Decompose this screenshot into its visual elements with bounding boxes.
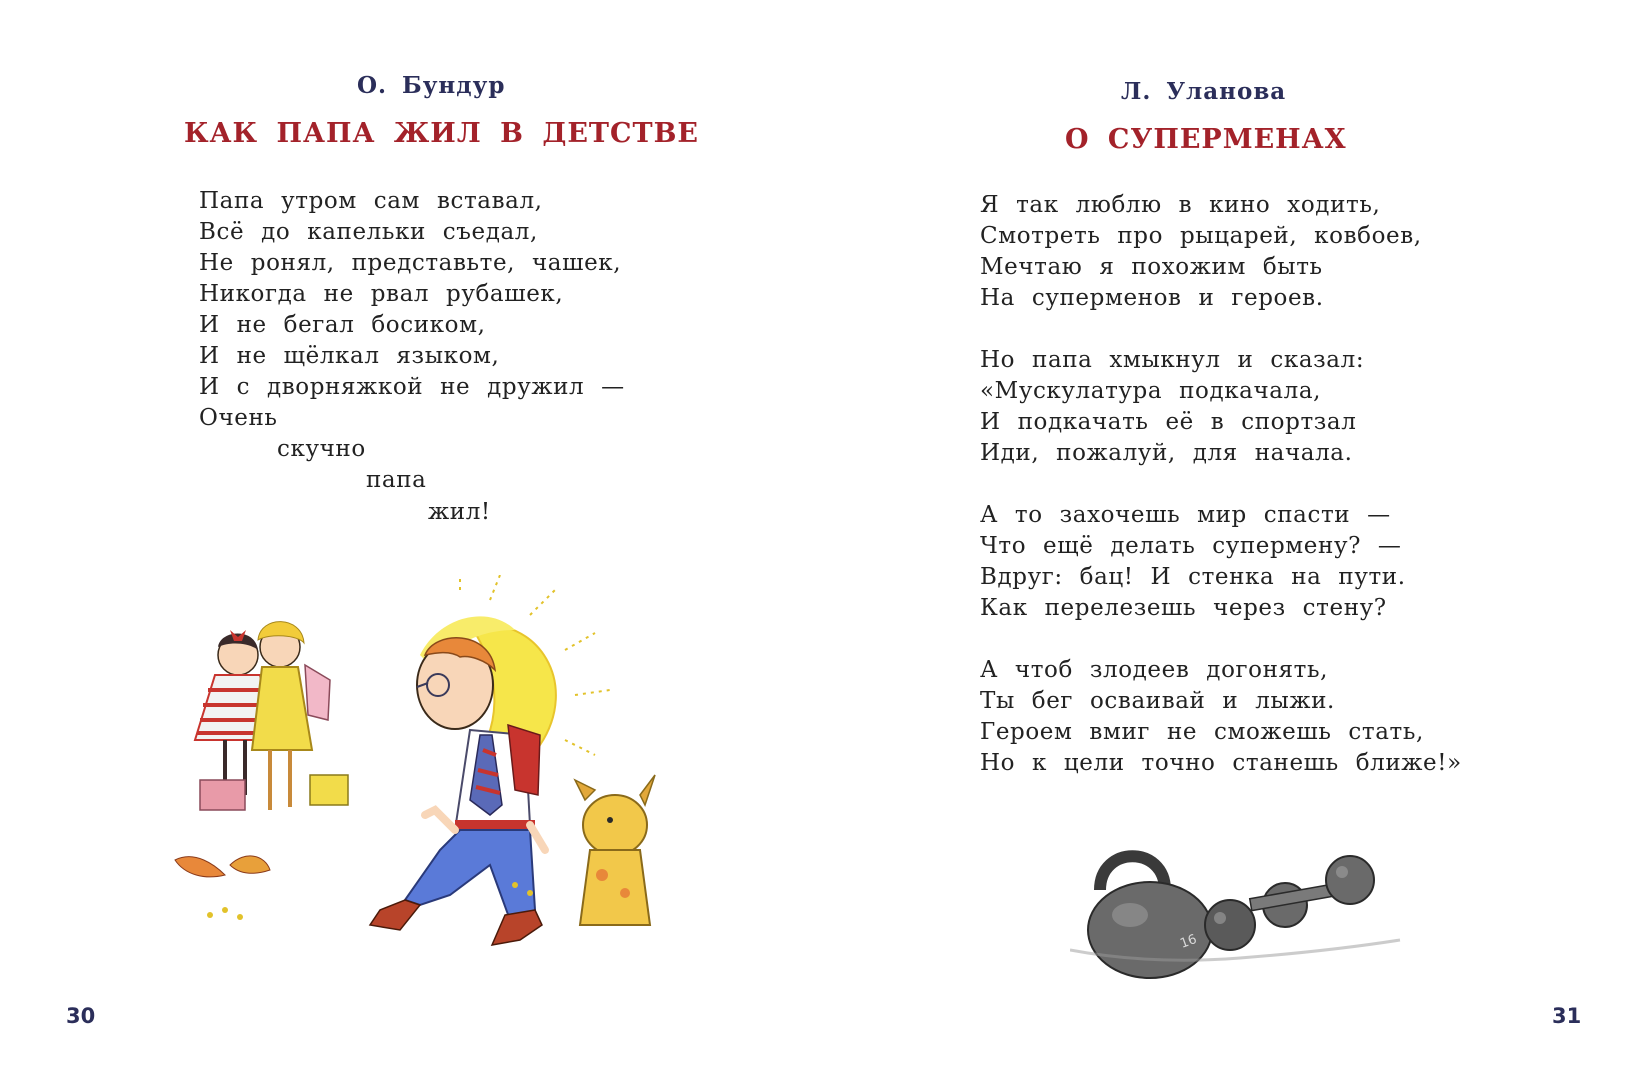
poem-stepped-word: скучно	[277, 436, 366, 462]
poem-stepped-word: жил!	[428, 499, 491, 525]
dog-illustration	[575, 775, 655, 925]
poem-line: «Мускулатура подкачала,	[980, 378, 1322, 404]
poem-line: Всё до капельки съедал,	[199, 219, 538, 245]
kettlebell-label: 16	[1178, 932, 1199, 952]
weights-illustration	[1070, 830, 1410, 980]
poem-line: И не бегал босиком,	[199, 312, 486, 338]
poem-line: Не ронял, представьте, чашек,	[199, 250, 622, 276]
left-illustration	[170, 575, 690, 1030]
right-title: О СУПЕРМЕНАХ	[1065, 124, 1347, 155]
right-poem	[980, 190, 1462, 779]
poem-line: Смотреть про рыцарей, ковбоев,	[980, 223, 1422, 249]
poem-line: Мечтаю я похожим быть	[980, 254, 1323, 280]
poem-line: Но к цели точно станешь ближе!»	[980, 750, 1462, 776]
right-author: Л. Уланова	[1121, 78, 1287, 105]
dumbbell-illustration	[1205, 856, 1374, 950]
poem-line: И с дворняжкой не дружил —	[199, 374, 625, 400]
left-author: О. Бундур	[357, 72, 506, 99]
left-poem	[199, 186, 625, 525]
poem-line: И не щёлкал языком,	[199, 343, 500, 369]
left-title: КАК ПАПА ЖИЛ В ДЕТСТВЕ	[184, 118, 699, 149]
poem-line: А чтоб злодеев догонять,	[980, 657, 1329, 683]
poem-line: Но папа хмыкнул и сказал:	[980, 347, 1365, 373]
poem-line: Я так люблю в кино ходить,	[980, 192, 1381, 218]
poem-line: Героем вмиг не сможешь стать,	[980, 719, 1424, 745]
right-page	[825, 0, 1650, 1080]
stanza-gap	[980, 624, 1462, 655]
poem-line: И подкачать её в спортзал	[980, 409, 1357, 435]
poem-line: Как перелезешь через стену?	[980, 595, 1387, 621]
page-number-left: 30	[66, 1004, 96, 1028]
poem-line: Что ещё делать супермену? —	[980, 533, 1402, 559]
stanza-gap	[980, 469, 1462, 500]
poem-line: Папа утром сам вставал,	[199, 188, 543, 214]
poem-line: А то захочешь мир спасти —	[980, 502, 1391, 528]
poem-line: Вдруг: бац! И стенка на пути.	[980, 564, 1406, 590]
girls-illustration	[195, 622, 348, 810]
poem-stepped-word: папа	[366, 467, 427, 493]
poem-line: На суперменов и героев.	[980, 285, 1324, 311]
page-number-right: 31	[1552, 1004, 1582, 1028]
poem-line: Никогда не рвал рубашек,	[199, 281, 564, 307]
stanza-gap	[980, 314, 1462, 345]
poem-line: Очень	[199, 405, 278, 431]
poem-line: Ты бег осваивай и лыжи.	[980, 688, 1335, 714]
poem-line: Иди, пожалуй, для начала.	[980, 440, 1353, 466]
